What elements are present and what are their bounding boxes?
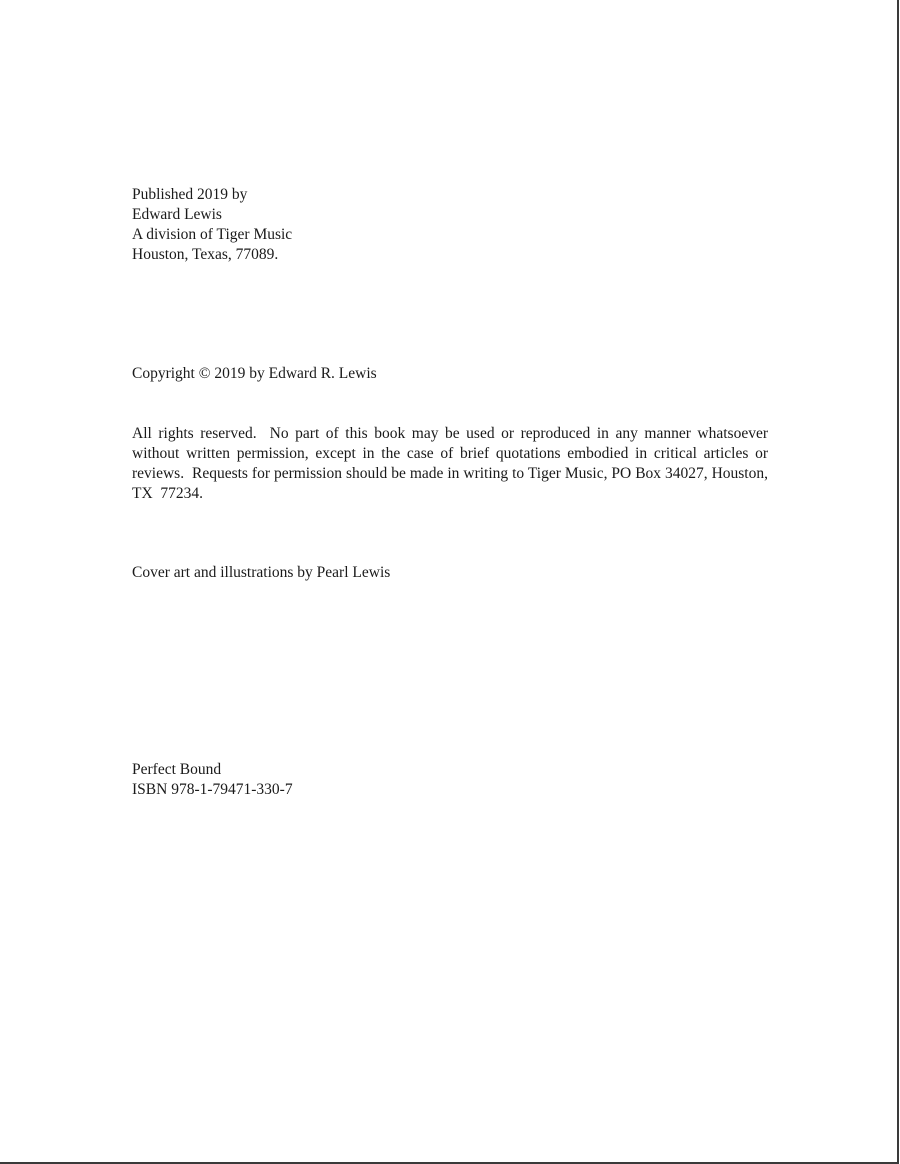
publisher-block (132, 185, 768, 265)
credits-text: Cover art and illustrations by Pearl Lewis (132, 564, 391, 581)
copyright-text: Copyright © 2019 by Edward R. Lewis (132, 365, 377, 382)
publisher-line-division: A division of Tiger Music (132, 226, 293, 243)
publisher-line-published: Published 2019 by (132, 186, 248, 203)
publisher-line-location: Houston, Texas, 77089. (132, 246, 279, 263)
rights-reserved-paragraph: All rights reserved. No part of this book may be used or reproduced in any manner whatsoever without written permission, except in the case of brief quotations embodied in critical articles or reviews. Requests for permission should be made in writing to Tiger Music, PO Box 34027, Houston, TX 77234. (132, 425, 772, 502)
binding-format: Perfect Bound (132, 761, 222, 778)
binding-info (132, 760, 768, 800)
isbn-number: ISBN 978-1-79471-330-7 (132, 781, 293, 798)
publisher-line-name: Edward Lewis (132, 206, 222, 223)
illustration-credits (132, 563, 768, 583)
copyright-notice (132, 364, 768, 384)
